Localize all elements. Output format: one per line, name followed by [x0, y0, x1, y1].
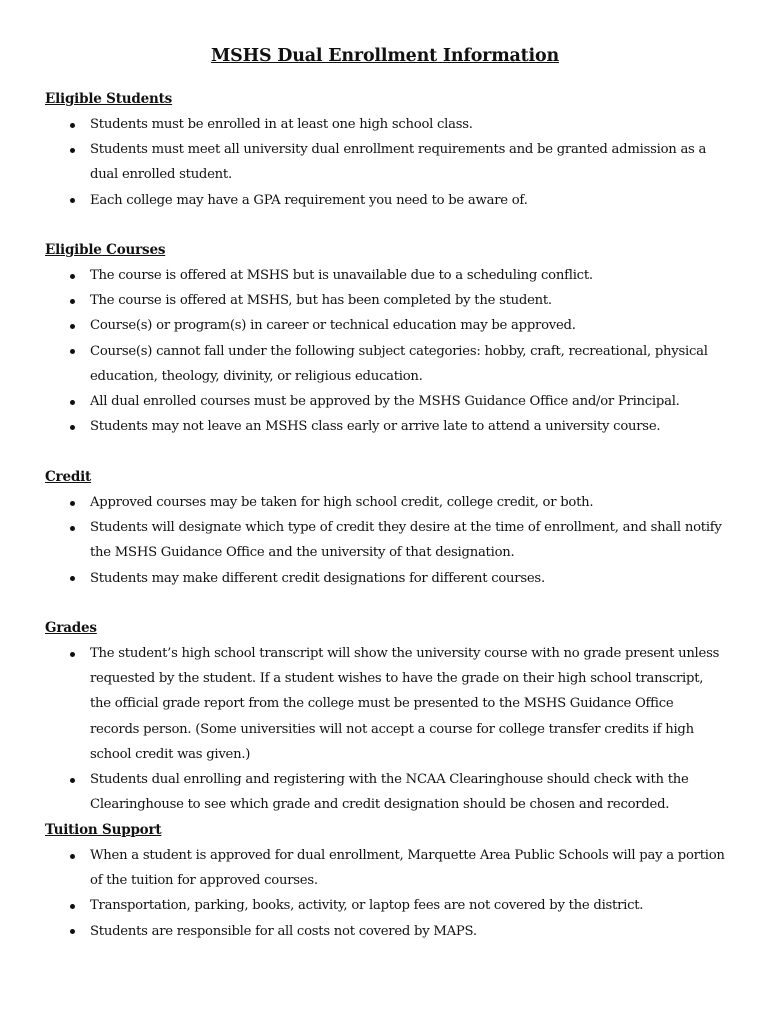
list-item: Approved courses may be taken for high school credit, college credit, or both. — [45, 490, 725, 515]
list-item: Students must meet all university dual enrollment requirements and be granted admission as a dual enrolled student. — [45, 137, 725, 187]
list-item: Students are responsible for all costs not covered by MAPS. — [45, 919, 725, 944]
section-grades — [45, 616, 725, 817]
section-heading: Credit — [45, 469, 92, 485]
section-heading: Grades — [45, 620, 97, 636]
section-eligible-courses — [45, 238, 725, 439]
bullet-list — [45, 843, 725, 944]
section-heading: Tuition Support — [45, 822, 162, 838]
list-item: Transportation, parking, books, activity, or laptop fees are not covered by the district. — [45, 893, 725, 918]
list-item: Students may not leave an MSHS class early or arrive late to attend a university course. — [45, 414, 725, 439]
list-item: Students will designate which type of credit they desire at the time of enrollment, and shall notify the MSHS Guidance Office and the university of that designation. — [45, 515, 725, 565]
section-credit — [45, 465, 725, 591]
list-item: When a student is approved for dual enrollment, Marquette Area Public Schools will pay a portion of the tuition for approved courses. — [45, 843, 725, 893]
list-item: Students may make different credit designations for different courses. — [45, 566, 725, 591]
list-item: Students must be enrolled in at least one high school class. — [45, 112, 725, 137]
section-tuition-support — [45, 818, 725, 944]
page-title: MSHS Dual Enrollment Information — [211, 46, 559, 66]
bullet-list — [45, 263, 725, 439]
section-heading: Eligible Courses — [45, 242, 166, 258]
bullet-list — [45, 490, 725, 591]
list-item: Course(s) or program(s) in career or technical education may be approved. — [45, 313, 725, 338]
list-item: Students dual enrolling and registering with the NCAA Clearinghouse should check with the Clearinghouse to see which grade and credit designation should be chosen and recorded. — [45, 767, 725, 817]
list-item: Each college may have a GPA requirement you need to be aware of. — [45, 188, 725, 213]
bullet-list — [45, 112, 725, 213]
list-item: The student’s high school transcript will show the university course with no grade present unless requested by the student. If a student wishes to have the grade on their high school transcript, the official grade report from the college must be presented to the MSHS Guidance Office records person. (Some universities will not accept a course for college transfer credits if high school credit was given.) — [45, 641, 725, 767]
section-eligible-students — [45, 87, 725, 213]
section-heading: Eligible Students — [45, 91, 173, 107]
list-item: Course(s) cannot fall under the following subject categories: hobby, craft, recreational, physical education, theology, divinity, or religious education. — [45, 339, 725, 389]
bullet-list — [45, 641, 725, 817]
list-item: All dual enrolled courses must be approved by the MSHS Guidance Office and/or Principal. — [45, 389, 725, 414]
list-item: The course is offered at MSHS, but has been completed by the student. — [45, 288, 725, 313]
list-item: The course is offered at MSHS but is unavailable due to a scheduling conflict. — [45, 263, 725, 288]
